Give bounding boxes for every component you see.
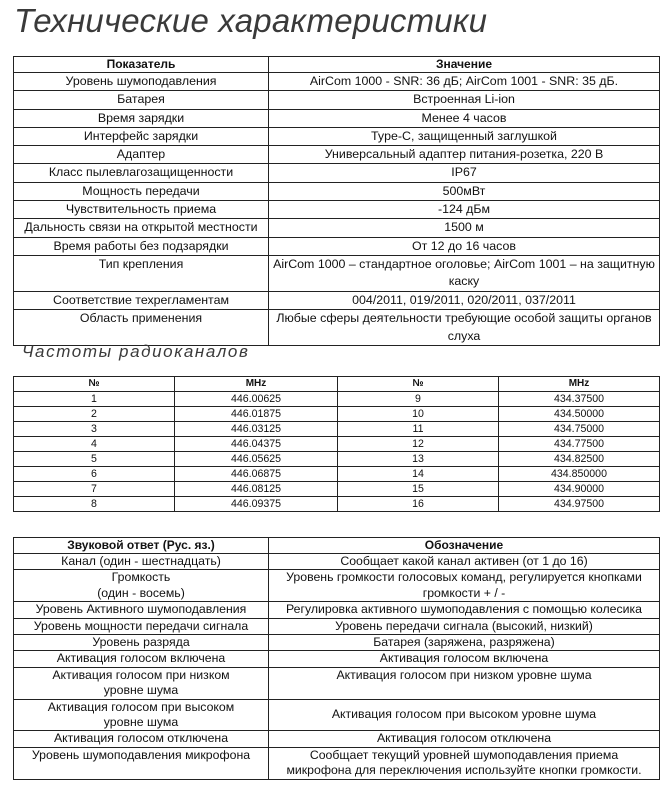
channel-number: 10	[338, 407, 499, 422]
spec-value: От 12 до 16 часов	[269, 237, 660, 255]
spec-parameter: Батарея	[14, 91, 269, 109]
specs-header-value: Значение	[269, 57, 660, 73]
table-row	[14, 182, 660, 200]
spec-parameter: Соответствие техрегламентам	[14, 291, 269, 309]
channel-number: 16	[338, 497, 499, 512]
spec-parameter: Интерфейс зарядки	[14, 127, 269, 145]
channel-number: 9	[338, 392, 499, 407]
spec-parameter: Время зарядки	[14, 109, 269, 127]
table-row	[14, 91, 660, 109]
voice-responses-table	[13, 537, 660, 780]
spec-parameter: Класс пылевлагозащищенности	[14, 164, 269, 182]
channel-number: 5	[14, 452, 175, 467]
voice-response: Уровень шумоподавления микрофона	[14, 747, 269, 779]
voice-meaning: Активация голосом отключена	[269, 731, 660, 747]
voice-meaning: Уровень громкости голосовых команд, регулируется кнопками громкости + / -	[269, 570, 660, 602]
voice-meaning: Активация голосом при высоком уровне шума	[269, 699, 660, 731]
channel-number: 2	[14, 407, 175, 422]
table-row	[14, 407, 660, 422]
table-row	[14, 731, 660, 747]
channel-number: 1	[14, 392, 175, 407]
freq-header-mhz: MHz	[499, 377, 660, 392]
freq-header-number: №	[338, 377, 499, 392]
frequencies-title: Частоты радиоканалов	[22, 342, 250, 361]
channel-frequency: 446.04375	[175, 437, 338, 452]
table-row	[14, 635, 660, 651]
channel-number: 8	[14, 497, 175, 512]
channel-number: 11	[338, 422, 499, 437]
channel-number: 12	[338, 437, 499, 452]
channel-number: 7	[14, 482, 175, 497]
channel-number: 6	[14, 467, 175, 482]
table-row	[14, 219, 660, 237]
spec-parameter: Уровень шумоподавления	[14, 73, 269, 91]
channel-number: 3	[14, 422, 175, 437]
voice-meaning: Сообщает какой канал активен (от 1 до 16)	[269, 554, 660, 570]
table-row	[14, 651, 660, 667]
table-row	[14, 201, 660, 219]
table-row	[14, 127, 660, 145]
channel-frequency: 446.05625	[175, 452, 338, 467]
table-row	[14, 255, 660, 291]
table-row	[14, 667, 660, 699]
spec-value: 500мВт	[269, 182, 660, 200]
spec-value: -124 дБм	[269, 201, 660, 219]
spec-parameter: Дальность связи на открытой местности	[14, 219, 269, 237]
freq-header-mhz: MHz	[175, 377, 338, 392]
table-row	[14, 570, 660, 602]
specs-header-parameter: Показатель	[14, 57, 269, 73]
channel-frequency: 434.50000	[499, 407, 660, 422]
channel-number: 13	[338, 452, 499, 467]
spec-value: 1500 м	[269, 219, 660, 237]
voice-response: Активация голосом отключена	[14, 731, 269, 747]
spec-value: 004/2011, 019/2011, 020/2011, 037/2011	[269, 291, 660, 309]
table-row	[14, 747, 660, 779]
table-row	[14, 602, 660, 618]
table-row	[14, 699, 660, 731]
channel-frequency: 446.00625	[175, 392, 338, 407]
channel-number: 15	[338, 482, 499, 497]
channel-frequency: 434.97500	[499, 497, 660, 512]
table-row	[14, 73, 660, 91]
table-row	[14, 452, 660, 467]
channel-frequency: 434.75000	[499, 422, 660, 437]
voice-response: Активация голосом при низком уровне шума	[14, 667, 269, 699]
frequencies-header-row	[14, 377, 660, 392]
table-row	[14, 422, 660, 437]
channel-frequency: 446.08125	[175, 482, 338, 497]
table-row	[14, 467, 660, 482]
channel-frequency: 434.37500	[499, 392, 660, 407]
voice-meaning: Активация голосом включена	[269, 651, 660, 667]
table-row	[14, 482, 660, 497]
spec-value: Менее 4 часов	[269, 109, 660, 127]
voice-response: Канал (один - шестнадцать)	[14, 554, 269, 570]
table-row	[14, 164, 660, 182]
table-row	[14, 497, 660, 512]
spec-parameter: Тип крепления	[14, 255, 269, 291]
spec-parameter: Чувствительность приема	[14, 201, 269, 219]
frequencies-table	[13, 376, 660, 512]
spec-value: Любые сферы деятельности требующие особой защиты органов слуха	[269, 310, 660, 346]
channel-frequency: 446.01875	[175, 407, 338, 422]
spec-value: AirCom 1000 - SNR: 36 дБ; AirCom 1001 - SNR: 35 дБ.	[269, 73, 660, 91]
table-row	[14, 554, 660, 570]
channel-number: 4	[14, 437, 175, 452]
table-row	[14, 310, 660, 346]
spec-value: AirCom 1000 – стандартное оголовье; AirCom 1001 – на защитную каску	[269, 255, 660, 291]
spec-value: IP67	[269, 164, 660, 182]
specs-header-row	[14, 57, 660, 73]
voice-response: Уровень Активного шумоподавления	[14, 602, 269, 618]
channel-frequency: 446.09375	[175, 497, 338, 512]
page-title: Технические характеристики	[14, 2, 488, 39]
specs-table	[13, 56, 660, 346]
voice-meaning: Активация голосом при низком уровне шума	[269, 667, 660, 699]
table-row	[14, 146, 660, 164]
spec-value: Универсальный адаптер питания-розетка, 220 В	[269, 146, 660, 164]
channel-frequency: 434.82500	[499, 452, 660, 467]
table-row	[14, 109, 660, 127]
voice-response: Активация голосом включена	[14, 651, 269, 667]
spec-parameter: Адаптер	[14, 146, 269, 164]
spec-parameter: Мощность передачи	[14, 182, 269, 200]
spec-parameter: Область применения	[14, 310, 269, 346]
channel-frequency: 434.850000	[499, 467, 660, 482]
spec-value: Встроенная Li-ion	[269, 91, 660, 109]
voice-response: Активация голосом при высоком уровне шума	[14, 699, 269, 731]
channel-frequency: 434.77500	[499, 437, 660, 452]
spec-value: Type-C, защищенный заглушкой	[269, 127, 660, 145]
channel-frequency: 446.03125	[175, 422, 338, 437]
voice-meaning: Батарея (заряжена, разряжена)	[269, 635, 660, 651]
voice-header-response: Звуковой ответ (Рус. яз.)	[14, 538, 269, 554]
voice-response: Громкость (один - восемь)	[14, 570, 269, 602]
voice-header-meaning: Обозначение	[269, 538, 660, 554]
voice-meaning: Уровень передачи сигнала (высокий, низкий)	[269, 618, 660, 634]
voice-meaning: Сообщает текущий уровней шумоподавления приема микрофона для переключения используйте кнопки громкости.	[269, 747, 660, 779]
table-row	[14, 392, 660, 407]
voice-meaning: Регулировка активного шумоподавления с помощью колесика	[269, 602, 660, 618]
voice-response: Уровень разряда	[14, 635, 269, 651]
table-row	[14, 618, 660, 634]
table-row	[14, 237, 660, 255]
table-row	[14, 291, 660, 309]
table-row	[14, 437, 660, 452]
channel-frequency: 434.90000	[499, 482, 660, 497]
freq-header-number: №	[14, 377, 175, 392]
voice-response: Уровень мощности передачи сигнала	[14, 618, 269, 634]
voice-header-row	[14, 538, 660, 554]
channel-frequency: 446.06875	[175, 467, 338, 482]
channel-number: 14	[338, 467, 499, 482]
spec-parameter: Время работы без подзарядки	[14, 237, 269, 255]
